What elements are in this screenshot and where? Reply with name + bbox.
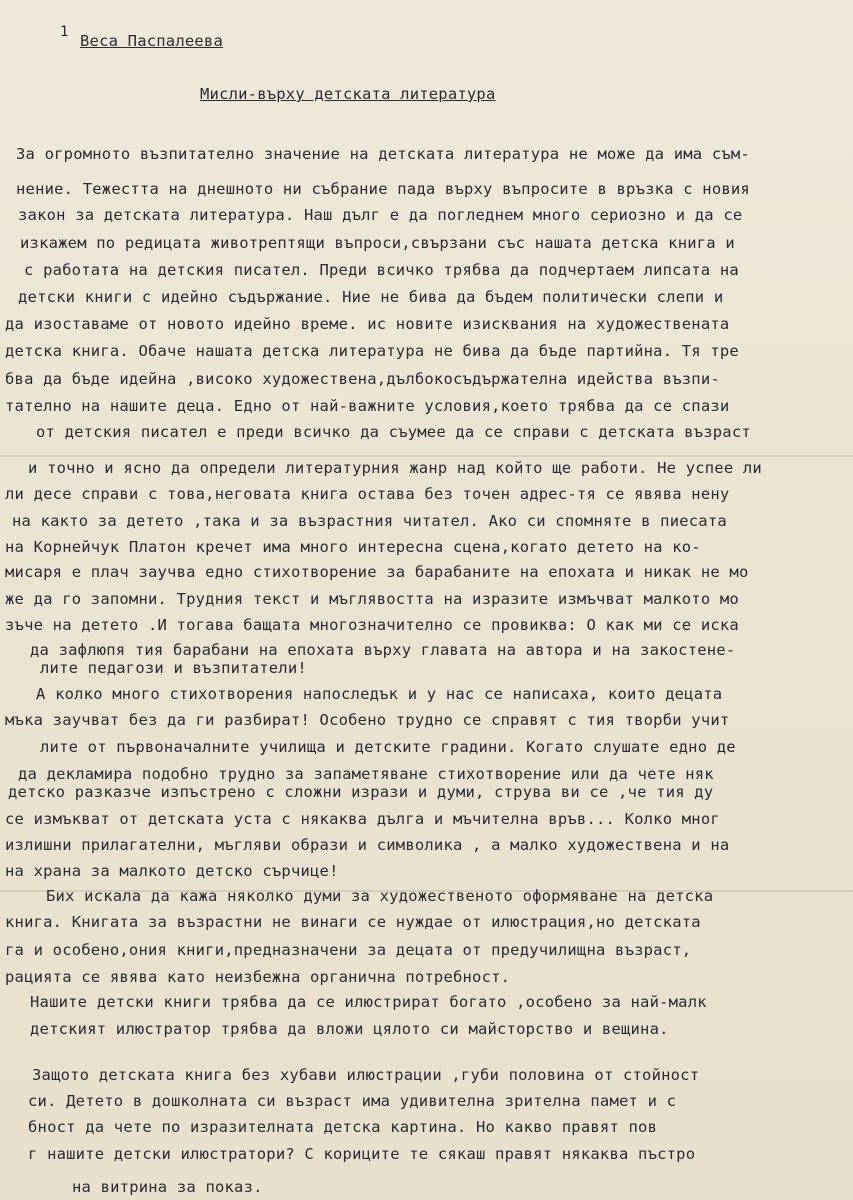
text-line: га и особено,ония книги,предназначени за децата от предучилищна възраст, (5, 941, 692, 959)
text-line: лите от първоначалните училища и детските градини. Когато слушате едно де (40, 738, 736, 756)
text-line: же да го запомни. Трудния текст и мъглявостта на изразите измъчват малкото мо (5, 590, 739, 608)
text-line: да зафлюпя тия барабани на епохата върху главата на автора и на закостене- (30, 641, 736, 659)
text-line: г нашите детски илюстратори? С кориците те сякаш правят някаква пъстро (28, 1145, 696, 1163)
text-line: излишни прилагателни, мъгляви образи и символика , а малко художествена и на (5, 836, 730, 854)
text-line: бност да чете по изразителната детска картина. Но какво правят пов (28, 1118, 658, 1136)
text-line: да декламира подобно трудно за запаметяване стихотворение или да чете няк (18, 765, 714, 783)
text-line: зъче на детето .И тогава бащата многозначително се провиква: О как ми се иска (5, 616, 739, 634)
text-line: с работата на детския писател. Преди всичко трябва да подчертаем липсата на (24, 261, 739, 279)
text-line: А колко много стихотворения напоследък и у нас се написаха, които децата (36, 685, 723, 703)
text-line: закон за детската литература. Наш дълг е да погледнем много сериозно и да се (18, 206, 743, 224)
text-line: За огромното възпитателно значение на детската литература не може да има съм- (16, 145, 750, 163)
text-line: от детския писател е преди всичко да съумее да се справи с детската възраст (36, 423, 751, 441)
text-line: се измъкват от детската уста с някаква дълга и мъчителна връв... Колко мног (5, 810, 720, 828)
text-line: рацията се явява като неизбежна органична потребност. (5, 968, 511, 986)
text-line: детският илюстратор трябва да вложи цялото си майсторство и вещина. (30, 1020, 669, 1038)
text-line: Защото детската книга без хубави илюстрации ,губи половина от стойност (32, 1066, 700, 1084)
text-line: детски книги с идейно съдържание. Ние не бива да бъдем политически слепи и (18, 288, 724, 306)
text-line: на витрина за показ. (72, 1178, 263, 1196)
text-line: и точно и ясно да определи литературния жанр над който ще работи. Не успее ли (28, 459, 762, 477)
text-line: нение. Тежестта на днешното ни събрание пада върху въпросите в връзка с новия (16, 180, 750, 198)
text-line: на Корнейчук Платон кречет има много интересна сцена,когато детето на ко- (5, 538, 701, 556)
page-fold-line (0, 455, 853, 457)
text-line: детска книга. Обаче нашата детска литература не бива да бъде партийна. Тя тре (5, 342, 739, 360)
text-line: Нашите детски книги трябва да се илюстрират богато ,особено за най-малк (30, 993, 707, 1011)
text-line: тателно на нашите деца. Едно от най-важните условия,което трябва да се спази (5, 397, 730, 415)
text-line: на както за детето ,така и за възрастния читател. Ако си спомняте в пиесата (12, 512, 727, 530)
text-line: на храна за малкото детско сърчице! (5, 862, 339, 880)
text-line: да изоставаме от новото идейно време. ис новите изисквания на художествената (5, 315, 730, 333)
text-line: мисаря е плач заучва едно стихотворение за барабаните на епохата и никак не мо (5, 563, 749, 581)
page-number: 1 (60, 24, 69, 40)
text-line: ли десе справи с това,неговата книга остава без точен адрес-тя се явява нену (5, 485, 730, 503)
document-title: Мисли-върху детската литература (200, 85, 496, 103)
text-line: бва да бъде идейна ,високо художествена,дълбокосъдържателна идейства възпи- (5, 370, 720, 388)
author-name: Веса Паспалеева (80, 32, 223, 50)
text-line: книга. Книгата за възрастни не винаги се нуждае от илюстрация,но детската (5, 913, 701, 931)
text-line: Бих искала да кажа няколко думи за художественото оформяване на детска (46, 887, 714, 905)
text-line: лите педагози и възпитатели! (40, 659, 307, 677)
text-line: си. Детето в дошколната си възраст има удивителна зрителна памет и с (28, 1092, 677, 1110)
text-line: мъка заучват без да ги разбират! Особено трудно се справят с тия творби учит (5, 711, 730, 729)
text-line: изкажем по редицата животрептящи въпроси,свързани със нашата детска книга и (20, 234, 735, 252)
text-line: детско разказче изпъстрено с сложни изрази и думи, струва ви се ,че тия ду (8, 783, 714, 801)
